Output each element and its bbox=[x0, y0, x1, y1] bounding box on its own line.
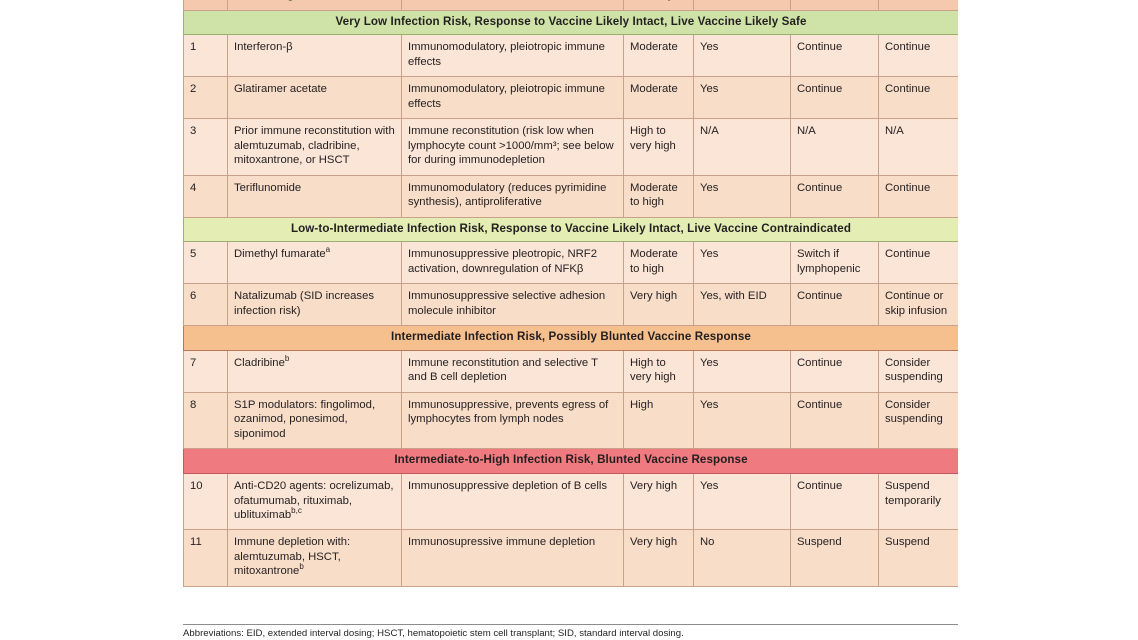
cell-covid: Consider suspending bbox=[879, 392, 959, 448]
cell-initiate: Yes bbox=[694, 474, 791, 530]
cell-initiate: Yes, with EID bbox=[694, 284, 791, 326]
table-row bbox=[184, 35, 959, 77]
band-row-intermediate-high bbox=[184, 449, 959, 474]
cell-rank: 11 bbox=[184, 530, 228, 586]
table-row bbox=[184, 284, 959, 326]
cell-continue: Suspend bbox=[791, 530, 879, 586]
cell-drug: Natalizumab (SID increases infection risk) bbox=[228, 284, 402, 326]
cell-continue: Continue bbox=[791, 284, 879, 326]
table-row bbox=[184, 392, 959, 448]
cell-drug: Glatiramer acetate bbox=[228, 77, 402, 119]
cell-rank: 2 bbox=[184, 77, 228, 119]
table-header bbox=[184, 0, 959, 10]
cell-rank: 1 bbox=[184, 35, 228, 77]
cell-drug-sup: b,c bbox=[291, 506, 302, 516]
band-row-intermediate bbox=[184, 326, 959, 351]
cell-continue: Continue bbox=[791, 35, 879, 77]
table-row bbox=[184, 77, 959, 119]
table-row bbox=[184, 175, 959, 217]
header-mode-of-action bbox=[402, 0, 624, 10]
cell-covid: Continue bbox=[879, 242, 959, 284]
cell-continue: Switch if lymphopenic bbox=[791, 242, 879, 284]
page-margin-left bbox=[0, 0, 183, 640]
cell-drug-sup: b bbox=[284, 354, 290, 364]
cell-covid: Continue bbox=[879, 175, 959, 217]
table-row bbox=[184, 530, 959, 586]
cell-covid: Continue bbox=[879, 35, 959, 77]
cell-drug bbox=[228, 474, 402, 530]
header-class-drug-text bbox=[234, 0, 294, 1]
cell-initiate: Yes bbox=[694, 175, 791, 217]
cell-rank: 3 bbox=[184, 119, 228, 175]
cell-drug-sup: b bbox=[299, 562, 304, 572]
table-row bbox=[184, 119, 959, 175]
cell-drug-text: Immune depletion with: alemtuzumab, HSCT, mitoxantrone bbox=[234, 536, 351, 578]
cell-efficacy: High to very high bbox=[624, 350, 694, 392]
cell-drug-text: Cladribine bbox=[234, 356, 285, 369]
cell-drug bbox=[228, 350, 402, 392]
table-row bbox=[184, 242, 959, 284]
cell-moa: Immune reconstitution and selective T and B cell depletion bbox=[402, 350, 624, 392]
cell-drug: Interferon-β bbox=[228, 35, 402, 77]
cell-moa: Immunomodulatory (reduces pyrimidine synthesis), antiproliferative bbox=[402, 175, 624, 217]
cell-initiate: Yes bbox=[694, 350, 791, 392]
header-row bbox=[184, 0, 959, 10]
footnote-divider bbox=[183, 624, 958, 625]
cell-covid: Suspend temporarily bbox=[879, 474, 959, 530]
cell-covid: Continue bbox=[879, 77, 959, 119]
band-row-low-intermediate bbox=[184, 217, 959, 242]
header-efficacy bbox=[624, 0, 694, 10]
band-label-intermediate-high: Intermediate-to-High Infection Risk, Blunted Vaccine Response bbox=[184, 449, 959, 474]
cell-moa: Immunosuppressive depletion of B cells bbox=[402, 474, 624, 530]
cell-moa: Immunomodulatory, pleiotropic immune effects bbox=[402, 35, 624, 77]
header-class-drug bbox=[228, 0, 402, 10]
cell-rank: 4 bbox=[184, 175, 228, 217]
cell-initiate: No bbox=[694, 530, 791, 586]
cell-initiate: Yes bbox=[694, 392, 791, 448]
band-label-very-low: Very Low Infection Risk, Response to Vaccine Likely Intact, Live Vaccine Likely Safe bbox=[184, 10, 959, 35]
cell-continue: Continue bbox=[791, 392, 879, 448]
header-in-covid bbox=[879, 0, 959, 10]
cell-moa: Immunosuppressive, prevents egress of lymphocytes from lymph nodes bbox=[402, 392, 624, 448]
cell-drug-text: Anti-CD20 agents: ocrelizumab, ofatumumab, rituximab, ublituximab bbox=[234, 480, 394, 521]
page-margin-right bbox=[958, 0, 1138, 640]
header-initiate bbox=[694, 0, 791, 10]
cell-rank: 5 bbox=[184, 242, 228, 284]
band-label-intermediate: Intermediate Infection Risk, Possibly Blunted Vaccine Response bbox=[184, 326, 959, 351]
cell-covid: Consider suspending bbox=[879, 350, 959, 392]
cell-rank: 6 bbox=[184, 284, 228, 326]
cell-rank: 8 bbox=[184, 392, 228, 448]
cell-efficacy: Moderate bbox=[624, 77, 694, 119]
cell-continue: Continue bbox=[791, 350, 879, 392]
cell-efficacy: Moderate to high bbox=[624, 242, 694, 284]
table-row bbox=[184, 350, 959, 392]
table-footnote: Abbreviations: EID, extended interval dosing; HSCT, hematopoietic stem cell transplant; SID, standard interval dosing. bbox=[183, 628, 684, 639]
cell-efficacy: Very high bbox=[624, 284, 694, 326]
cell-moa: Immunosuppressive selective adhesion molecule inhibitor bbox=[402, 284, 624, 326]
header-continue bbox=[791, 0, 879, 10]
band-label-low-intermediate: Low-to-Intermediate Infection Risk, Response to Vaccine Likely Intact, Live Vaccine Contraindicated bbox=[184, 217, 959, 242]
cell-covid: N/A bbox=[879, 119, 959, 175]
cell-drug: Teriflunomide bbox=[228, 175, 402, 217]
cell-covid: Continue or skip infusion bbox=[879, 284, 959, 326]
cell-drug bbox=[228, 242, 402, 284]
cell-covid: Suspend bbox=[879, 530, 959, 586]
cell-moa: Immune reconstitution (risk low when lymphocyte count >1000/mm³; see below for during immunodepletion bbox=[402, 119, 624, 175]
cell-drug bbox=[228, 530, 402, 586]
cell-continue: Continue bbox=[791, 474, 879, 530]
cell-continue: N/A bbox=[791, 119, 879, 175]
ms-therapy-risk-table bbox=[183, 0, 958, 587]
cell-efficacy: Moderate to high bbox=[624, 175, 694, 217]
cell-drug-text: Dimethyl fumarate bbox=[234, 248, 326, 261]
band-row-very-low bbox=[184, 10, 959, 35]
cell-efficacy: High bbox=[624, 392, 694, 448]
cell-initiate: N/A bbox=[694, 119, 791, 175]
cell-efficacy: Very high bbox=[624, 530, 694, 586]
cell-drug: Prior immune reconstitution with alemtuzumab, cladribine, mitoxantrone, or HSCT bbox=[228, 119, 402, 175]
risk-table bbox=[183, 0, 959, 587]
cell-continue: Continue bbox=[791, 77, 879, 119]
cell-rank: 7 bbox=[184, 350, 228, 392]
cell-initiate: Yes bbox=[694, 35, 791, 77]
cell-moa: Immunomodulatory, pleiotropic immune effects bbox=[402, 77, 624, 119]
cell-efficacy: High to very high bbox=[624, 119, 694, 175]
cell-rank: 10 bbox=[184, 474, 228, 530]
cell-efficacy: Very high bbox=[624, 474, 694, 530]
cell-initiate: Yes bbox=[694, 242, 791, 284]
cell-moa: Immunosuppressive pleotropic, NRF2 activation, downregulation of NFKβ bbox=[402, 242, 624, 284]
cell-drug: S1P modulators: fingolimod, ozanimod, ponesimod, siponimod bbox=[228, 392, 402, 448]
table-row bbox=[184, 474, 959, 530]
cell-efficacy: Moderate bbox=[624, 35, 694, 77]
header-rank bbox=[184, 0, 228, 10]
table-body bbox=[184, 10, 959, 586]
cell-moa: Immunosupressive immune depletion bbox=[402, 530, 624, 586]
cell-initiate: Yes bbox=[694, 77, 791, 119]
cell-drug-sup: a bbox=[325, 245, 331, 255]
cell-continue: Continue bbox=[791, 175, 879, 217]
